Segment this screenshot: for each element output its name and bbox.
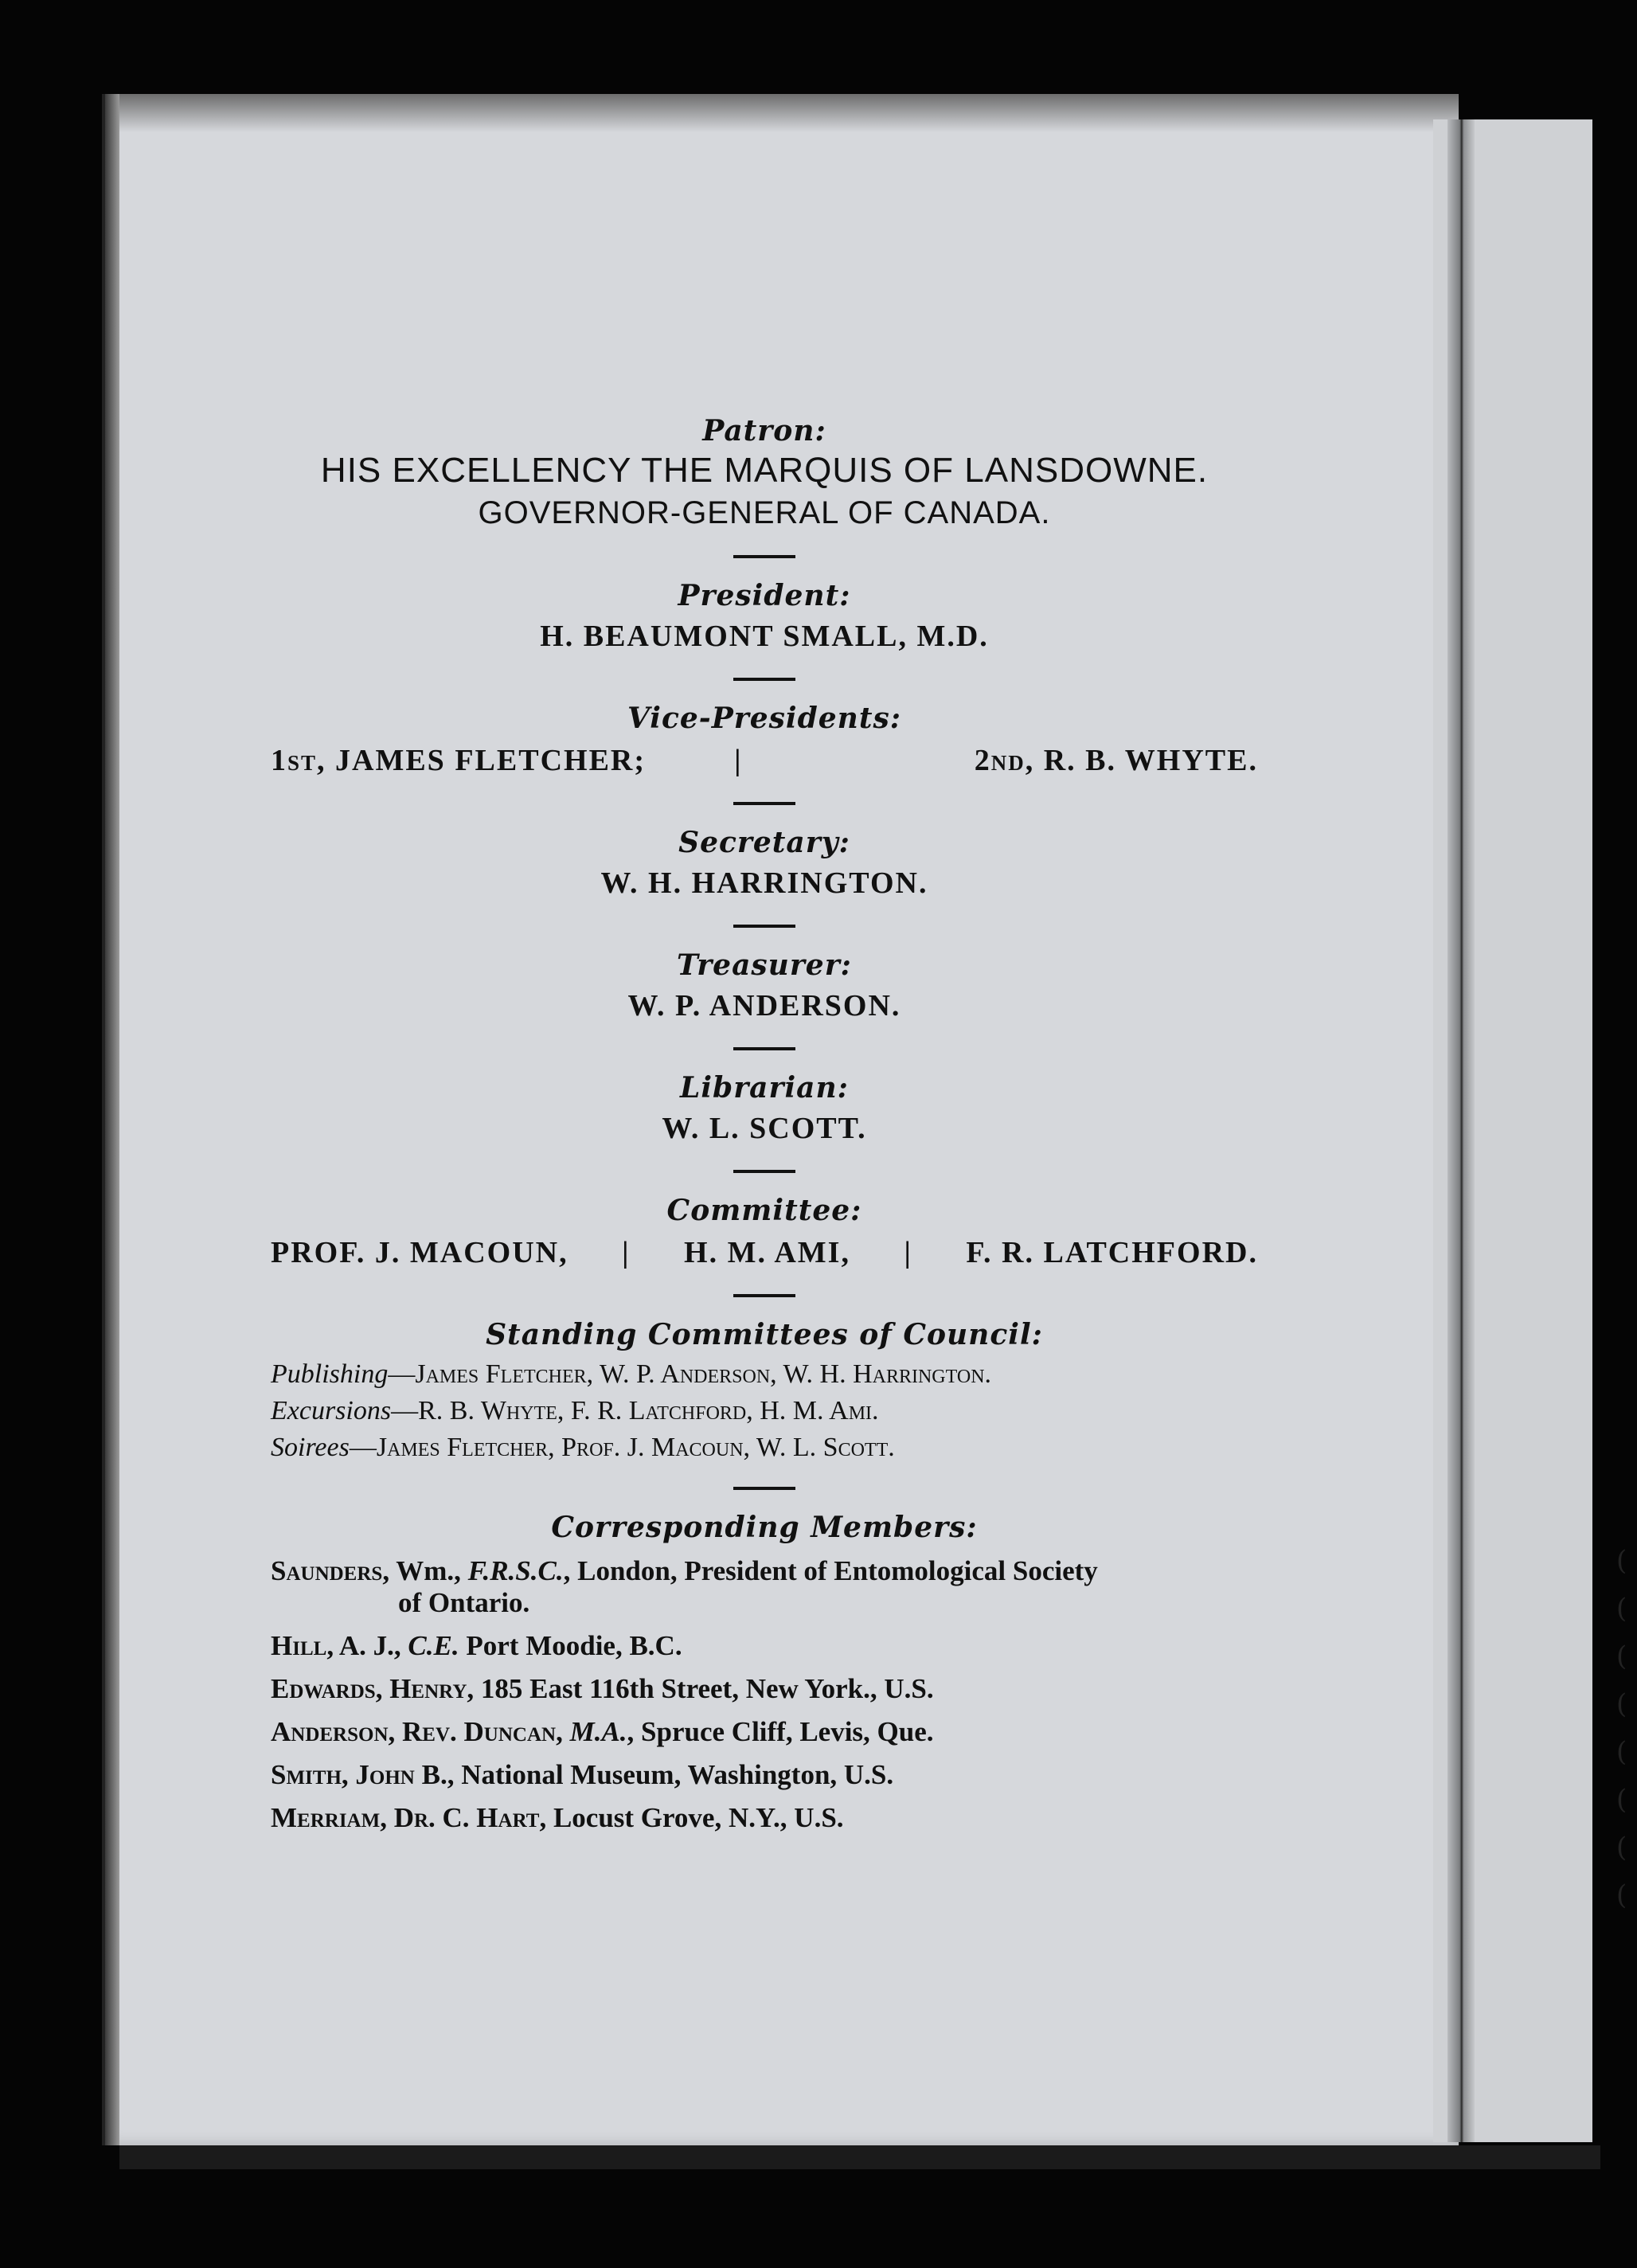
facing-page-fragment: (	[1616, 1688, 1627, 1720]
facing-page-fragment: (	[1616, 1832, 1627, 1863]
list-item: Hill, A. J., C.E. Port Moodie, B.C.	[271, 1630, 682, 1661]
separator: |	[904, 1236, 912, 1269]
vice-presidents-row	[271, 743, 1258, 778]
librarian-heading: Librarian:	[680, 1071, 849, 1105]
separator: |	[622, 1236, 631, 1269]
vice-presidents-heading: Vice-Presidents:	[627, 702, 902, 735]
librarian-name: W. L. SCOTT.	[662, 1112, 867, 1145]
secretary-heading: Secretary:	[678, 826, 850, 859]
list-item: Anderson, Rev. Duncan, M.A., Spruce Cliff, Levis, Que.	[271, 1716, 934, 1747]
facing-page-fragment: (	[1616, 1736, 1627, 1768]
page-top-shadow	[105, 94, 1459, 132]
standing-committee-row: Publishing—James Fletcher, W. P. Anderson, W. H. Harrington.	[271, 1359, 992, 1389]
divider	[733, 925, 795, 928]
separator: |	[734, 744, 743, 777]
secretary-name: W. H. HARRINGTON.	[600, 866, 928, 900]
divider	[733, 1170, 795, 1173]
second-vice-president: 2nd, R. B. WHYTE.	[974, 744, 1258, 777]
facing-page-fragment: (	[1616, 1784, 1627, 1816]
committee-member: H. M. AMI,	[684, 1236, 850, 1269]
committee-member: F. R. LATCHFORD.	[966, 1236, 1258, 1269]
divider	[733, 555, 795, 558]
patron-name: HIS EXCELLENCY THE MARQUIS OF LANSDOWNE.	[320, 451, 1209, 490]
standing-committee-row: Excursions—R. B. Whyte, F. R. Latchford, H. M. Ami.	[271, 1396, 879, 1425]
treasurer-name: W. P. ANDERSON.	[627, 989, 901, 1023]
list-item: Merriam, Dr. C. Hart, Locust Grove, N.Y., U.S.	[271, 1802, 844, 1833]
standing-committees-list	[271, 1359, 1258, 1463]
corresponding-members-heading: Corresponding Members:	[551, 1511, 978, 1544]
president-heading: President:	[678, 579, 851, 612]
facing-page-fragment: (	[1616, 1879, 1627, 1911]
divider	[733, 1047, 795, 1050]
divider	[733, 1487, 795, 1490]
first-vice-president: 1st, JAMES FLETCHER;	[271, 744, 647, 777]
divider	[733, 802, 795, 805]
committee-member: PROF. J. MACOUN,	[271, 1236, 568, 1269]
patron-title: GOVERNOR-GENERAL OF CANADA.	[478, 495, 1051, 530]
bottom-shadow	[119, 2145, 1600, 2169]
facing-page-fragment: (	[1616, 1545, 1627, 1577]
standing-committee-row: Soirees—James Fletcher, Prof. J. Macoun, W. L. Scott.	[271, 1433, 895, 1462]
divider	[733, 1294, 795, 1297]
president-name: H. BEAUMONT SMALL, M.D.	[540, 620, 989, 653]
standing-committees-heading: Standing Committees of Council:	[486, 1318, 1043, 1351]
page-left-edge	[105, 94, 119, 2145]
committee-row	[271, 1235, 1258, 1270]
list-item: Smith, John B., National Museum, Washington, U.S.	[271, 1759, 894, 1790]
list-item: Saunders, Wm., F.R.S.C., London, President of Entomological Society of Ontario.	[271, 1555, 1098, 1618]
facing-page-fragment: (	[1616, 1593, 1627, 1625]
corresponding-members-list	[271, 1555, 1258, 1834]
officers-list	[271, 414, 1258, 1845]
treasurer-heading: Treasurer:	[677, 948, 852, 982]
committee-heading: Committee:	[666, 1194, 862, 1227]
patron-heading: Patron:	[702, 414, 826, 448]
divider	[733, 678, 795, 681]
binding-gutter	[1448, 119, 1475, 2142]
facing-page-fragment: (	[1616, 1640, 1627, 1672]
list-item: Edwards, Henry, 185 East 116th Street, New York., U.S.	[271, 1673, 934, 1704]
